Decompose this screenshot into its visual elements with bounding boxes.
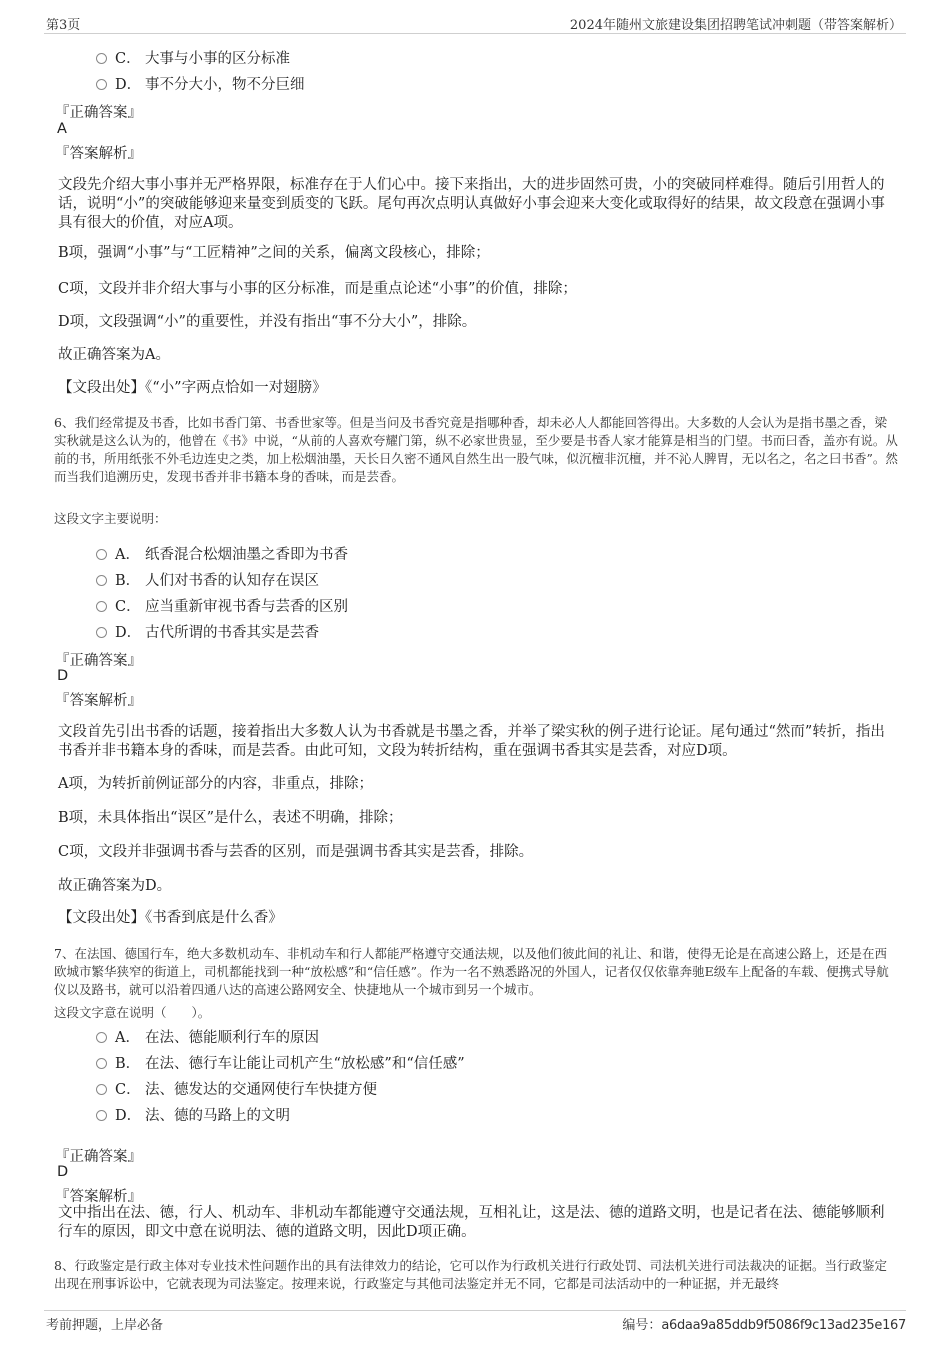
question-stem: 6、我们经常提及书香，比如书香门第、书香世家等。但是当问及书香究竟是指哪种香，却未必人人都能回答得出。大多数的人会认为是指书墨之香，梁实秋就是这么认为的，他曾在《书》中说，“从前的人喜欢夸耀门第，纵不必家世贵显，至少要是书香人家才能算是相当的门望。书而曰香，盖亦有说。从前的书，所用纸张不外毛边连史之类，加上松烟油墨，天长日久密不通风自然生出一股气味，似沉檀非沉檀，并不沁人脾胃，无以名之，名之曰书香”。然而当我们追溯历史，发现书香并非书籍本身的香味，而是芸香。: [54, 415, 898, 484]
analysis-conclusion: 故正确答案为D。: [58, 878, 172, 894]
analysis-label: 『答案解析』: [55, 693, 142, 709]
analysis-paragraph: A项，为转折前例证部分的内容，非重点，排除；: [58, 776, 373, 792]
analysis-label: 『答案解析』: [55, 1189, 142, 1205]
question-prompt: 这段文字主要说明：: [54, 511, 167, 526]
document-id: 编号：a6daa9a85ddb9f5086f9c13ad235e167: [622, 1318, 906, 1333]
answer-value: D: [57, 1164, 69, 1180]
answer-value: A: [57, 121, 67, 137]
radio-icon[interactable]: [96, 1084, 107, 1095]
footer-slogan: 考前押题，上岸必备: [46, 1318, 164, 1333]
radio-icon[interactable]: [96, 627, 107, 638]
footer-divider: [44, 1310, 906, 1311]
option-c[interactable]: C． 法、德发达的交通网使行车快捷方便: [96, 1078, 377, 1100]
option-a[interactable]: A． 纸香混合松烟油墨之香即为书香: [96, 543, 348, 565]
analysis-paragraph: 文中指出在法、德，行人、机动车、非机动车都能遵守交通法规，互相礼让，这是法、德的道路文明，也是记者在法、德能够顺利行车的原因，即文中意在说明法、德的道路文明，因此D项正确。: [58, 1205, 885, 1240]
answer-value: D: [57, 668, 69, 684]
analysis-paragraph: 文段首先引出书香的话题，接着指出大多数人认为书香就是书墨之香，并举了梁实秋的例子进行论证。尾句通过“然而”转折，指出书香并非书籍本身的香味，而是芸香。由此可知，文段为转折结构，重在强调书香其实是芸香，对应D项。: [58, 724, 885, 759]
analysis-paragraph: C项，文段并非强调书香与芸香的区别，而是强调书香其实是芸香，排除。: [58, 844, 534, 860]
radio-icon[interactable]: [96, 1058, 107, 1069]
analysis-label: 『答案解析』: [55, 146, 142, 162]
header-divider: [44, 33, 906, 34]
option-a[interactable]: A． 在法、德能顺利行车的原因: [96, 1026, 319, 1048]
question-prompt: 这段文字意在说明（ ）。: [54, 1005, 211, 1020]
option-d[interactable]: D． 事不分大小，物不分巨细: [96, 73, 305, 95]
option-d[interactable]: D． 古代所谓的书香其实是芸香: [96, 621, 319, 643]
analysis-paragraph: 文段先介绍大事小事并无严格界限，标准存在于人们心中。接下来指出，大的进步固然可贵，小的突破同样难得。随后引用哲人的话，说明“小”的突破能够迎来量变到质变的飞跃。尾句再次点明认真做好小事会迎来大变化或取得好的结果，故文段意在强调小事具有很大的价值，对应A项。: [58, 177, 885, 231]
answer-label: 『正确答案』: [55, 653, 142, 669]
radio-icon[interactable]: [96, 575, 107, 586]
analysis-paragraph: B项，未具体指出“误区”是什么，表述不明确，排除；: [58, 810, 403, 826]
option-b[interactable]: B． 在法、德行车让能让司机产生“放松感”和“信任感”: [96, 1052, 465, 1074]
radio-icon[interactable]: [96, 549, 107, 560]
analysis-paragraph: B项，强调“小事”与“工匠精神”之间的关系，偏离文段核心，排除；: [58, 245, 490, 261]
answer-label: 『正确答案』: [55, 105, 142, 121]
option-d[interactable]: D． 法、德的马路上的文明: [96, 1104, 290, 1126]
option-c[interactable]: C． 应当重新审视书香与芸香的区别: [96, 595, 348, 617]
radio-icon[interactable]: [96, 1110, 107, 1121]
option-b[interactable]: B． 人们对书香的认知存在误区: [96, 569, 319, 591]
passage-source: 【文段出处】《“小”字两点恰如一对翅膀》: [58, 380, 327, 396]
page-number: 第3页: [46, 18, 81, 33]
passage-source: 【文段出处】《书香到底是什么香》: [58, 910, 283, 926]
question-stem: 8、行政鉴定是行政主体对专业技术性问题作出的具有法律效力的结论，它可以作为行政机关进行行政处罚、司法机关进行司法裁决的证据。当行政鉴定出现在刑事诉讼中，它就表现为司法鉴定。按理来说，行政鉴定与其他司法鉴定并无不同，它都是司法活动中的一种证据，并无最终: [54, 1258, 887, 1291]
analysis-paragraph: D项，文段强调“小”的重要性，并没有指出“事不分大小”，排除。: [58, 314, 477, 330]
analysis-conclusion: 故正确答案为A。: [58, 347, 170, 363]
radio-icon[interactable]: [96, 79, 107, 90]
option-c[interactable]: C． 大事与小事的区分标准: [96, 47, 290, 69]
radio-icon[interactable]: [96, 53, 107, 64]
radio-icon[interactable]: [96, 601, 107, 612]
answer-label: 『正确答案』: [55, 1149, 142, 1165]
analysis-paragraph: C项，文段并非介绍大事与小事的区分标准，而是重点论述“小事”的价值，排除；: [58, 281, 577, 297]
question-stem: 7、在法国、德国行车，绝大多数机动车、非机动车和行人都能严格遵守交通法规，以及他们彼此间的礼让、和谐，使得无论是在高速公路上，还是在西欧城市繁华狭窄的街道上，司机都能找到一种“放松感”和“信任感”。作为一名不熟悉路况的外国人，记者仅仅依靠奔驰E级车上配备的车载、便携式导航仪以及路书，就可以沿着四通八达的高速公路网安全、快捷地从一个城市到另一个城市。: [54, 946, 889, 997]
radio-icon[interactable]: [96, 1032, 107, 1043]
document-title: 2024年随州文旅建设集团招聘笔试冲刺题（带答案解析）: [569, 18, 902, 33]
